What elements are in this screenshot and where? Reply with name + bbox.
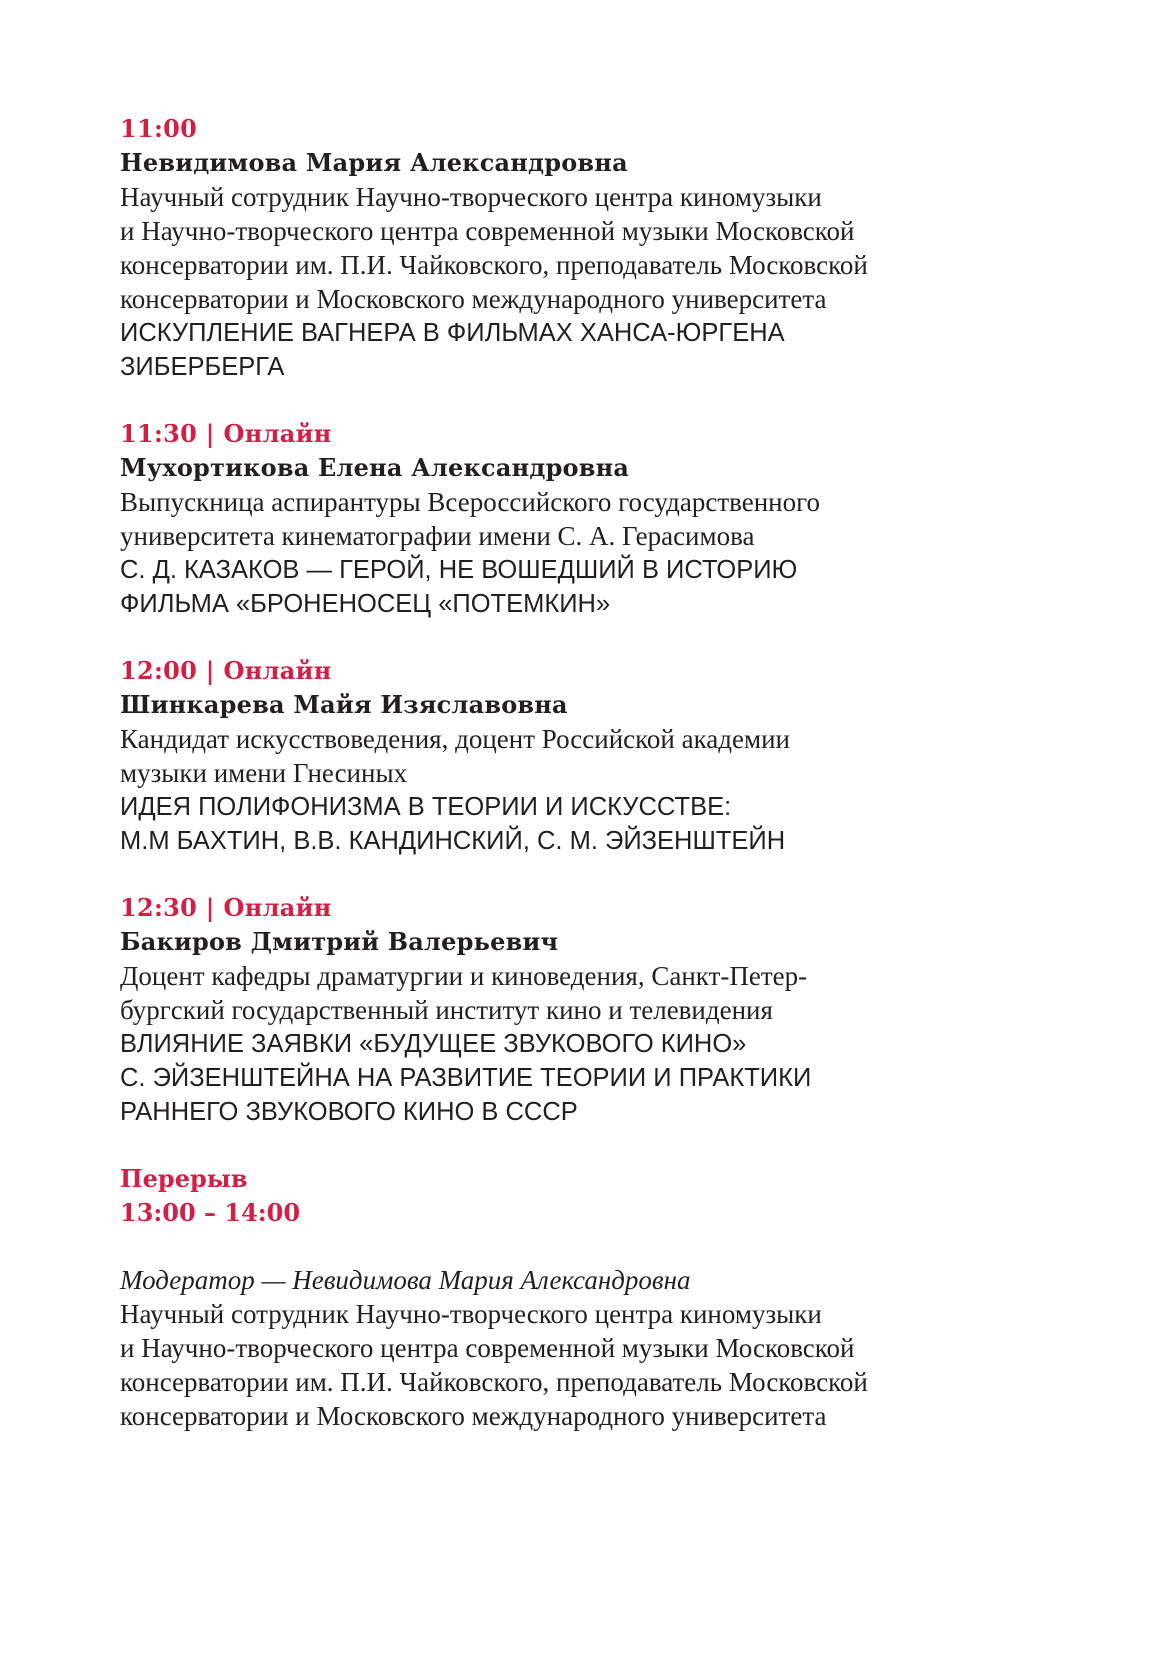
moderator-line: Модератор — Невидимова Мария Александровна bbox=[120, 1265, 691, 1295]
description-line: консерватории им. П.И. Чайковского, преподаватель Московской bbox=[120, 1367, 868, 1397]
talk-title-line: ИДЕЯ ПОЛИФОНИЗМА В ТЕОРИИ И ИСКУССТВЕ: bbox=[120, 793, 732, 821]
description-line: Научный сотрудник Научно-творческого центра киномузыки bbox=[120, 1299, 822, 1329]
session-time: 11:30 | Онлайн bbox=[120, 419, 332, 448]
program-entry bbox=[120, 891, 1060, 1129]
talk-title-line: ФИЛЬМА «БРОНЕНОСЕЦ «ПОТЕМКИН» bbox=[120, 590, 611, 618]
description-line: и Научно-творческого центра современной музыки Московской bbox=[120, 216, 855, 246]
description-line: бургский государственный институт кино и телевидения bbox=[120, 995, 773, 1025]
speaker-name: Невидимова Мария Александровна bbox=[120, 148, 628, 177]
description-line: консерватории и Московского международного университета bbox=[120, 284, 827, 314]
speaker-description bbox=[120, 722, 1060, 790]
talk-title-line: ИСКУПЛЕНИЕ ВАГНЕРА В ФИЛЬМАХ ХАНСА-ЮРГЕНА bbox=[120, 319, 785, 347]
speaker-description bbox=[120, 180, 1060, 316]
program-page bbox=[120, 112, 1060, 1433]
talk-title bbox=[120, 553, 1060, 621]
break-block bbox=[120, 1162, 1060, 1230]
talk-title-line: ЗИБЕРБЕРГА bbox=[120, 353, 285, 381]
talk-title-line: РАННЕГО ЗВУКОВОГО КИНО В СССР bbox=[120, 1098, 578, 1126]
session-time: 11:00 bbox=[120, 114, 198, 143]
program-entry bbox=[120, 654, 1060, 858]
break-label: Перерыв bbox=[120, 1164, 248, 1193]
description-line: Выпускница аспирантуры Всероссийского государственного bbox=[120, 487, 821, 517]
break-time: 13:00 – 14:00 bbox=[120, 1198, 301, 1227]
description-line: и Научно-творческого центра современной музыки Московской bbox=[120, 1333, 855, 1363]
moderator-block bbox=[120, 1263, 1060, 1433]
speaker-name: Мухортикова Елена Александровна bbox=[120, 453, 630, 482]
talk-title bbox=[120, 790, 1060, 858]
talk-title-line: ВЛИЯНИЕ ЗАЯВКИ «БУДУЩЕЕ ЗВУКОВОГО КИНО» bbox=[120, 1030, 747, 1058]
speaker-description bbox=[120, 959, 1060, 1027]
description-line: консерватории и Московского международного университета bbox=[120, 1401, 827, 1431]
description-line: университета кинематографии имени С. А. Герасимова bbox=[120, 521, 755, 551]
description-line: музыки имени Гнесиных bbox=[120, 758, 408, 788]
session-time: 12:00 | Онлайн bbox=[120, 656, 332, 685]
description-line: Научный сотрудник Научно-творческого центра киномузыки bbox=[120, 182, 822, 212]
speaker-description bbox=[120, 485, 1060, 553]
talk-title-line: М.М БАХТИН, В.В. КАНДИНСКИЙ, С. М. ЭЙЗЕНШТЕЙН bbox=[120, 827, 786, 855]
talk-title-line: С. ЭЙЗЕНШТЕЙНА НА РАЗВИТИЕ ТЕОРИИ И ПРАКТИКИ bbox=[120, 1064, 812, 1092]
description-line: консерватории им. П.И. Чайковского, преподаватель Московской bbox=[120, 250, 868, 280]
moderator-description bbox=[120, 1297, 1060, 1433]
description-line: Доцент кафедры драматургии и киноведения, Санкт-Петер- bbox=[120, 961, 808, 991]
program-entry bbox=[120, 112, 1060, 384]
speaker-name: Шинкарева Майя Изяславовна bbox=[120, 690, 568, 719]
session-time: 12:30 | Онлайн bbox=[120, 893, 332, 922]
description-line: Кандидат искусствоведения, доцент Российской академии bbox=[120, 724, 790, 754]
program-entry bbox=[120, 417, 1060, 621]
talk-title bbox=[120, 316, 1060, 384]
talk-title bbox=[120, 1027, 1060, 1129]
talk-title-line: С. Д. КАЗАКОВ — ГЕРОЙ, НЕ ВОШЕДШИЙ В ИСТОРИЮ bbox=[120, 556, 798, 584]
speaker-name: Бакиров Дмитрий Валерьевич bbox=[120, 927, 559, 956]
